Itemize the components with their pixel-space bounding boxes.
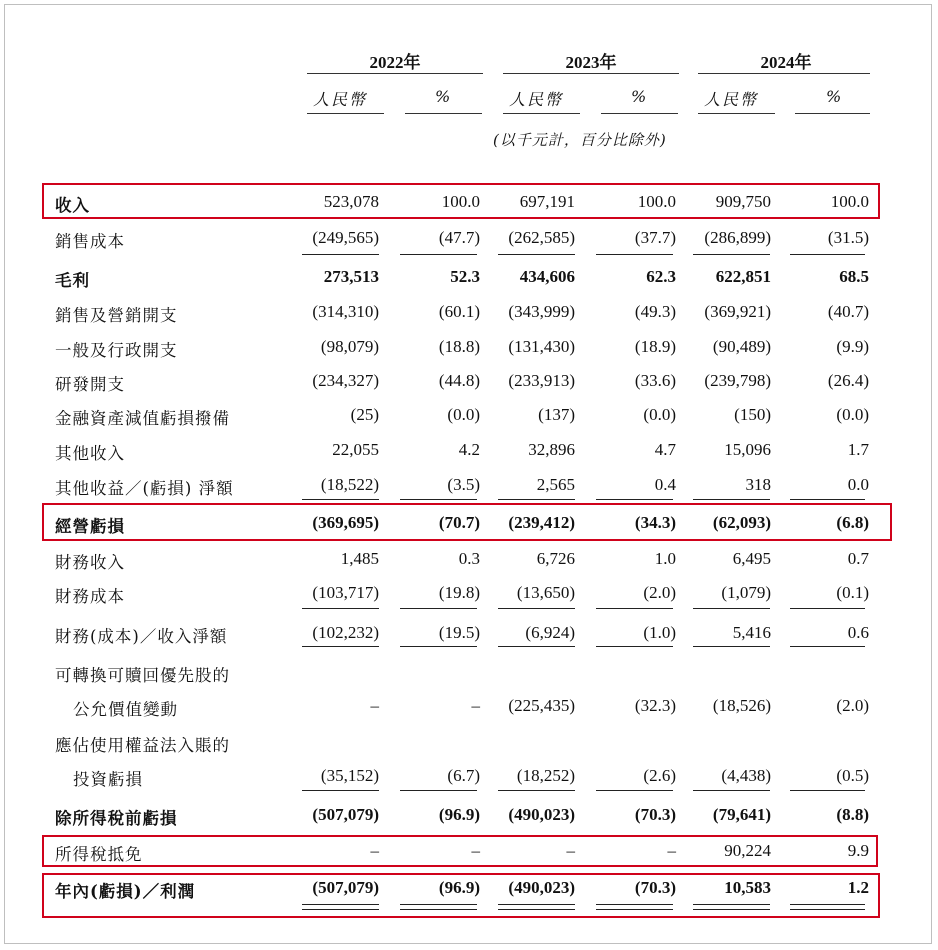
unit-note: (以千元計，百分比除外)	[493, 131, 667, 149]
cell: (6.7)	[447, 766, 480, 785]
rule	[693, 646, 770, 647]
cell: 0.0	[847, 475, 869, 494]
rule	[400, 646, 477, 647]
cell: 697,191	[519, 192, 575, 211]
cell: 0.4	[654, 475, 676, 494]
cell: (103,717)	[312, 583, 379, 602]
cell: (343,999)	[508, 302, 575, 321]
cell: (31.5)	[827, 228, 869, 247]
cell: 4.7	[654, 440, 676, 459]
cell: 2,565	[536, 475, 575, 494]
currency-header-2024: 人民幣	[704, 90, 759, 109]
cell: (33.6)	[634, 371, 676, 390]
cell: 318	[745, 475, 771, 494]
year-2023-rule	[503, 73, 679, 74]
cell: 4.2	[458, 440, 480, 459]
cell: (0.1)	[836, 583, 869, 602]
sub-rule	[601, 113, 678, 114]
cell: (19.5)	[438, 623, 480, 642]
rule	[596, 790, 673, 791]
rule	[302, 790, 379, 791]
table-row-preferred-shares-heading	[0, 658, 938, 686]
cell: (0.0)	[447, 405, 480, 424]
row-label: 其他收益／(虧損) 淨額	[55, 479, 234, 498]
cell: 1.2	[847, 878, 869, 897]
cell: (44.8)	[438, 371, 480, 390]
cell: (314,310)	[312, 302, 379, 321]
cell: (34.3)	[634, 513, 676, 532]
cell: (2.6)	[643, 766, 676, 785]
year-2024-header: 2024年	[760, 53, 812, 72]
rule	[596, 254, 673, 255]
cell: (9.9)	[836, 337, 869, 356]
cell: (369,695)	[312, 513, 379, 532]
cell: (1,079)	[721, 583, 771, 602]
row-label: 財務收入	[55, 553, 125, 572]
row-label: 收入	[55, 196, 90, 215]
percent-header-2023: %	[631, 87, 649, 106]
cell: (234,327)	[312, 371, 379, 390]
cell: 0.7	[847, 549, 869, 568]
cell: 90,224	[724, 841, 771, 860]
cell: (13,650)	[516, 583, 575, 602]
cell: (239,798)	[704, 371, 771, 390]
table-row-investment-loss	[0, 762, 938, 790]
cell: 32,896	[528, 440, 575, 459]
table-row-finance-cost	[0, 579, 938, 607]
row-label: 應佔使用權益法入賬的	[55, 736, 230, 755]
rule	[693, 608, 770, 609]
row-label: 毛利	[55, 271, 90, 290]
cell: 5,416	[732, 623, 771, 642]
cell: (26.4)	[827, 371, 869, 390]
rule	[790, 499, 865, 500]
cell: (0.5)	[836, 766, 869, 785]
cell: (249,565)	[312, 228, 379, 247]
cell: (233,913)	[508, 371, 575, 390]
cell: 100.0	[637, 192, 676, 211]
cell: (490,023)	[508, 878, 575, 897]
cell: (40.7)	[827, 302, 869, 321]
rule	[302, 254, 379, 255]
cell: 6,726	[536, 549, 575, 568]
cell: –	[370, 696, 379, 715]
table-row-other-gains	[0, 471, 938, 499]
row-label: 一般及行政開支	[55, 341, 178, 360]
row-label: 公允價值變動	[73, 700, 178, 719]
cell: (60.1)	[438, 302, 480, 321]
cell: (0.0)	[643, 405, 676, 424]
cell: 15,096	[724, 440, 771, 459]
cell: (131,430)	[508, 337, 575, 356]
cell: (47.7)	[438, 228, 480, 247]
cell: 273,513	[323, 267, 379, 286]
cell: (35,152)	[320, 766, 379, 785]
percent-header-2022: %	[435, 87, 453, 106]
row-label: 可轉換可贖回優先股的	[55, 666, 230, 685]
highlight-box-revenue	[42, 183, 880, 219]
cell: (1.0)	[643, 623, 676, 642]
cell: (225,435)	[508, 696, 575, 715]
cell: 10,583	[724, 878, 771, 897]
currency-header-2022: 人民幣	[313, 90, 368, 109]
highlight-box-operating-loss	[42, 503, 892, 541]
cell: 1.7	[847, 440, 869, 459]
cell: (8.8)	[836, 805, 869, 824]
cell: (239,412)	[508, 513, 575, 532]
cell: (262,585)	[508, 228, 575, 247]
table-row-gross-profit	[0, 263, 938, 291]
row-label: 其他收入	[55, 444, 125, 463]
rule	[400, 790, 477, 791]
cell: 9.9	[847, 841, 869, 860]
cell: –	[370, 841, 379, 860]
cell: (79,641)	[712, 805, 771, 824]
row-label: 金融資產減值虧損撥備	[55, 409, 230, 428]
cell: (70.3)	[634, 878, 676, 897]
rule	[400, 254, 477, 255]
cell: (49.3)	[634, 302, 676, 321]
cell: (25)	[350, 405, 379, 424]
cell: 1.0	[654, 549, 676, 568]
table-row-fair-value-change	[0, 692, 938, 720]
table-row-net-finance	[0, 619, 938, 647]
cell: (98,079)	[320, 337, 379, 356]
cell: (507,079)	[312, 805, 379, 824]
row-label: 研發開支	[55, 375, 125, 394]
cell: (490,023)	[508, 805, 575, 824]
cell: (0.0)	[836, 405, 869, 424]
cell: 100.0	[441, 192, 480, 211]
cell: (2.0)	[643, 583, 676, 602]
rule	[498, 790, 575, 791]
cell: 523,078	[323, 192, 379, 211]
cell: (37.7)	[634, 228, 676, 247]
cell: 68.5	[839, 267, 869, 286]
cell: –	[667, 841, 676, 860]
row-label: 銷售成本	[55, 232, 125, 251]
year-2024-rule	[698, 73, 870, 74]
rule	[498, 254, 575, 255]
cell: 909,750	[715, 192, 771, 211]
rule	[790, 646, 865, 647]
rule	[693, 499, 770, 500]
cell: 434,606	[519, 267, 575, 286]
cell: (70.7)	[438, 513, 480, 532]
sub-rule	[698, 113, 775, 114]
cell: –	[566, 841, 575, 860]
rule	[596, 608, 673, 609]
table-row-selling-expenses	[0, 298, 938, 326]
table-row-admin-expenses	[0, 333, 938, 361]
row-label: 財務成本	[55, 587, 125, 606]
cell: 52.3	[450, 267, 480, 286]
row-label: 除所得稅前虧損	[55, 809, 178, 828]
row-label: 投資虧損	[73, 770, 143, 789]
row-label: 所得稅抵免	[55, 845, 143, 864]
cell: (32.3)	[634, 696, 676, 715]
cell: (62,093)	[712, 513, 771, 532]
cell: (6,924)	[525, 623, 575, 642]
rule	[693, 790, 770, 791]
cell: (4,438)	[721, 766, 771, 785]
rule	[498, 499, 575, 500]
cell: –	[471, 696, 480, 715]
cell: (507,079)	[312, 878, 379, 897]
cell: (18.8)	[438, 337, 480, 356]
cell: 0.6	[847, 623, 869, 642]
row-label: 財務(成本)／收入淨額	[55, 627, 228, 646]
cell: (286,899)	[704, 228, 771, 247]
rule	[790, 254, 865, 255]
cell: (18,252)	[516, 766, 575, 785]
table-row-cost-of-sales	[0, 224, 938, 252]
rule	[790, 790, 865, 791]
cell: 6,495	[732, 549, 771, 568]
year-2022-rule	[307, 73, 483, 74]
rule	[596, 646, 673, 647]
sub-rule	[503, 113, 580, 114]
cell: (70.3)	[634, 805, 676, 824]
cell: (2.0)	[836, 696, 869, 715]
cell: –	[471, 841, 480, 860]
cell: 1,485	[340, 549, 379, 568]
year-2023-header: 2023年	[565, 53, 617, 72]
year-2022-header: 2022年	[369, 53, 421, 72]
row-label: 銷售及營銷開支	[55, 306, 178, 325]
cell: (18,526)	[712, 696, 771, 715]
currency-header-2023: 人民幣	[509, 90, 564, 109]
cell: (96.9)	[438, 805, 480, 824]
cell: (96.9)	[438, 878, 480, 897]
sub-rule	[795, 113, 870, 114]
cell: 0.3	[458, 549, 480, 568]
highlight-box-net-result	[42, 873, 880, 918]
rule	[693, 254, 770, 255]
cell: 622,851	[715, 267, 771, 286]
rule	[498, 608, 575, 609]
cell: (18.9)	[634, 337, 676, 356]
table-row-impairment	[0, 401, 938, 429]
rule	[302, 646, 379, 647]
cell: (102,232)	[312, 623, 379, 642]
cell: (150)	[734, 405, 771, 424]
sub-rule	[307, 113, 384, 114]
cell: (6.8)	[836, 513, 869, 532]
rule	[498, 646, 575, 647]
row-label: 年內(虧損)／利潤	[55, 882, 196, 901]
rule	[302, 499, 379, 500]
cell: (3.5)	[447, 475, 480, 494]
table-row-other-income	[0, 436, 938, 464]
rule	[400, 608, 477, 609]
sub-rule	[405, 113, 482, 114]
cell: (90,489)	[712, 337, 771, 356]
table-row-loss-before-tax	[0, 801, 938, 829]
table-row-equity-method-heading	[0, 728, 938, 756]
cell: (18,522)	[320, 475, 379, 494]
cell: (137)	[538, 405, 575, 424]
cell: (369,921)	[704, 302, 771, 321]
cell: 100.0	[830, 192, 869, 211]
cell: 62.3	[646, 267, 676, 286]
rule	[302, 608, 379, 609]
cell: 22,055	[332, 440, 379, 459]
cell: (19.8)	[438, 583, 480, 602]
rule	[790, 608, 865, 609]
table-row-rnd-expenses	[0, 367, 938, 395]
rule	[400, 499, 477, 500]
rule	[596, 499, 673, 500]
table-row-finance-income	[0, 545, 938, 573]
row-label: 經營虧損	[55, 517, 125, 536]
percent-header-2024: %	[826, 87, 844, 106]
highlight-box-income-tax	[42, 835, 878, 867]
